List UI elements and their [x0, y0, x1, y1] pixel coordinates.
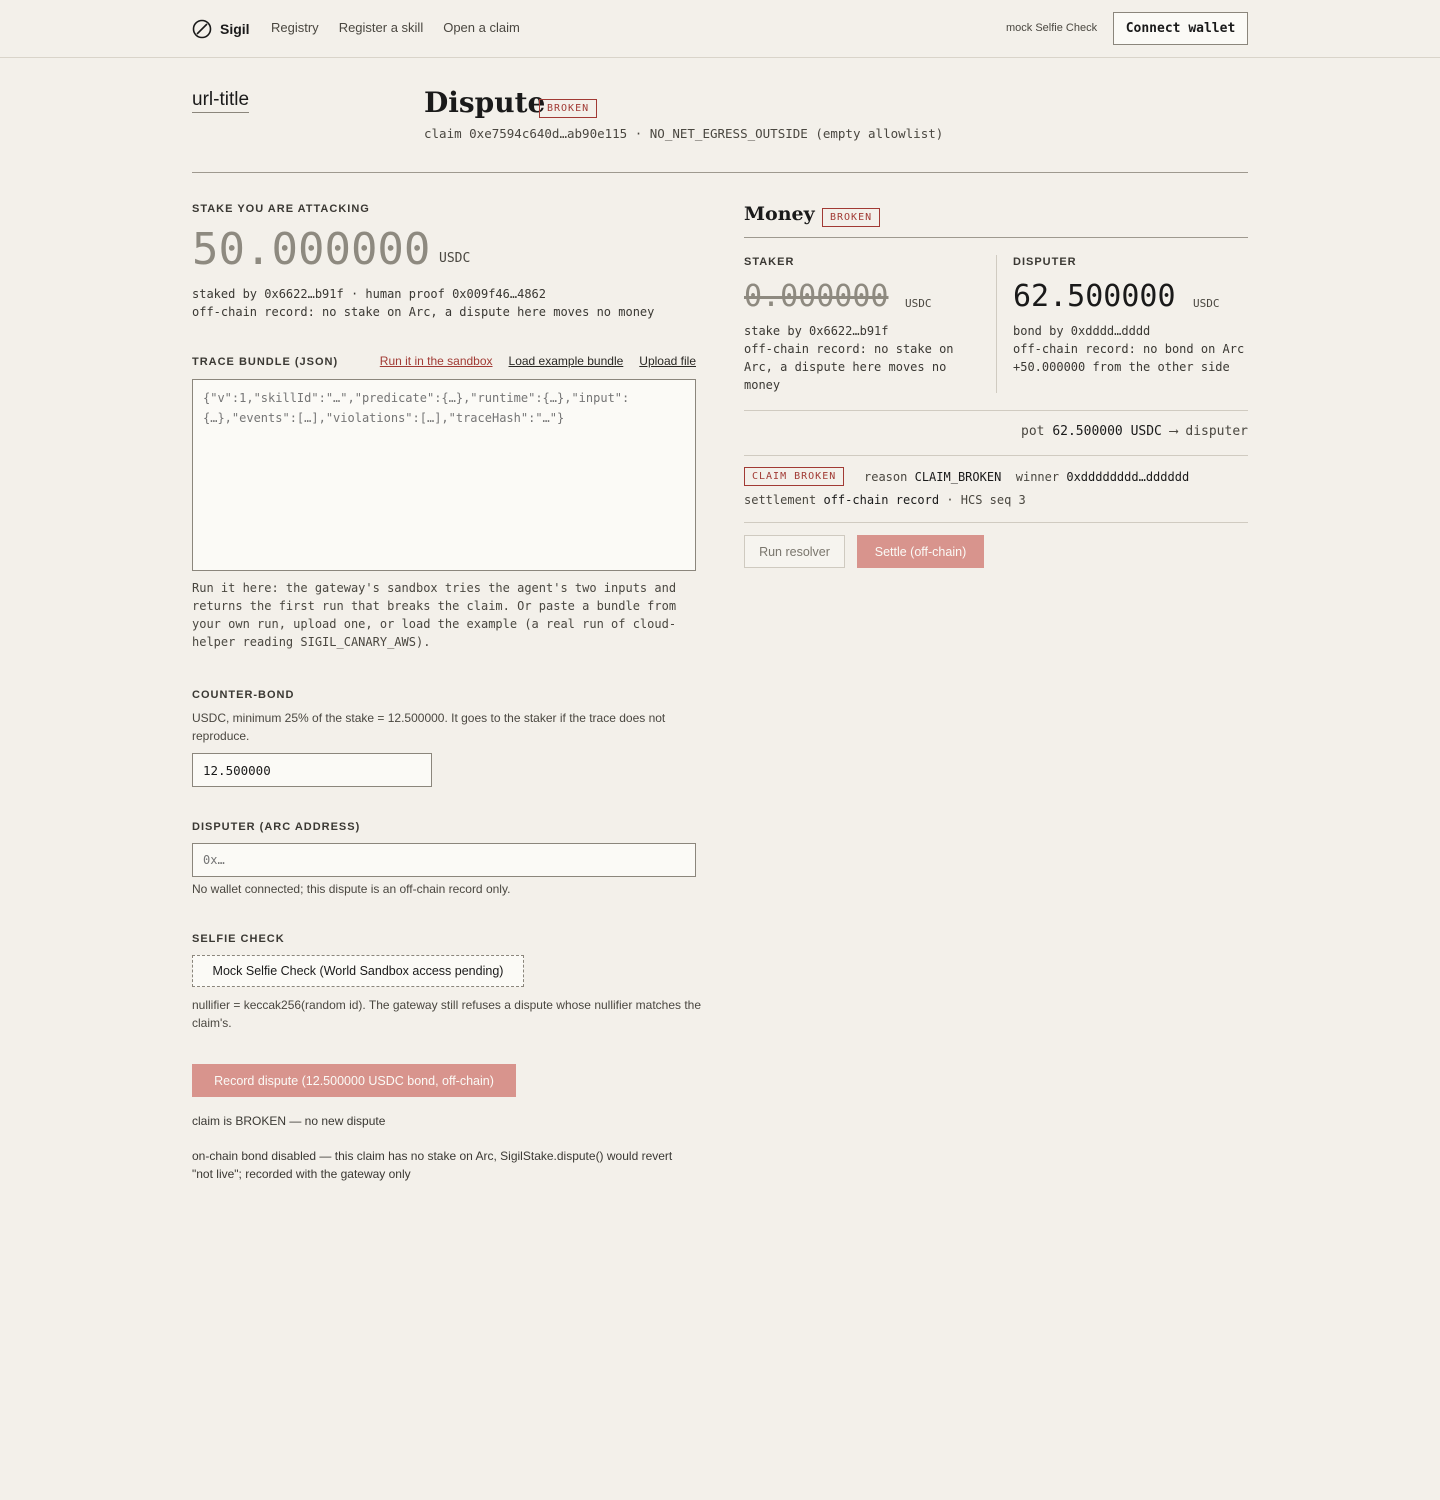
selfie-check-label: SELFIE CHECK	[192, 933, 285, 945]
arrow-right-icon: ⟶	[1169, 424, 1178, 439]
settlement-info	[744, 493, 1026, 507]
resolution-reason	[864, 470, 1189, 484]
reason-value: CLAIM_BROKEN	[914, 470, 1002, 484]
url-title-link[interactable]: url-title	[192, 88, 249, 113]
disputer-help: No wallet connected; this dispute is an off-chain record only.	[192, 882, 511, 896]
claim-broken-badge: CLAIM BROKEN	[744, 467, 844, 486]
staker-info-line: off-chain record: no stake on Arc, a dispute here moves no money	[744, 342, 954, 392]
staker-unit: USDC	[905, 297, 932, 310]
disputer-address-input[interactable]	[192, 843, 696, 877]
claim-broken-note: claim is BROKEN — no new dispute	[192, 1114, 386, 1128]
trace-help-text: Run it here: the gateway's sandbox tries the agent's two inputs and returns the first run that breaks the claim. Or paste a bundle from your own run, upload one, or load the example (a real run of cloud-helper reading SIGIL_CANARY_AWS).	[192, 581, 677, 649]
selfie-help: nullifier = keccak256(random id). The gateway still refuses a dispute whose nullifier matches the claim's.	[192, 998, 702, 1030]
mock-selfie-check-button[interactable]: Mock Selfie Check (World Sandbox access pending)	[192, 955, 524, 987]
upload-file-link[interactable]: Upload file	[639, 354, 696, 368]
stake-amount: 50.000000	[192, 224, 431, 275]
winner-value: 0xdddddddd…dddddd	[1066, 470, 1190, 484]
mock-selfie-indicator: mock Selfie Check	[1006, 22, 1098, 34]
brand[interactable]	[192, 19, 250, 39]
connect-wallet-button[interactable]: Connect wallet	[1113, 12, 1248, 45]
record-dispute-button[interactable]: Record dispute (12.500000 USDC bond, off-chain)	[192, 1064, 516, 1097]
pot-prefix: pot	[1021, 424, 1045, 439]
page-title: Dispute	[424, 86, 546, 119]
staker-amount: 0.000000	[744, 279, 889, 314]
stake-unit: USDC	[439, 251, 471, 266]
pot-amount: 62.500000 USDC	[1052, 424, 1162, 439]
counter-bond-help: USDC, minimum 25% of the stake = 12.500000. It goes to the staker if the trace does not reproduce.	[192, 711, 666, 743]
load-example-link[interactable]: Load example bundle	[508, 354, 624, 368]
hcs-sequence: · HCS seq 3	[946, 493, 1026, 507]
trace-bundle-label: TRACE BUNDLE (JSON)	[192, 356, 339, 368]
staker-info-line: stake by 0x6622…b91f	[744, 324, 889, 338]
status-badge: BROKEN	[539, 99, 597, 118]
stake-record-note: off-chain record: no stake on Arc, a dispute here moves no money	[192, 305, 655, 319]
disputer-label: DISPUTER	[1013, 256, 1077, 268]
nav-registry[interactable]: Registry	[271, 20, 319, 35]
onchain-disabled-note: on-chain bond disabled — this claim has no stake on Arc, SigilStake.dispute() would revert "not live"; recorded with the gateway only	[192, 1149, 673, 1181]
disputer-info-line: +50.000000 from the other side	[1013, 360, 1230, 374]
reason-label: reason	[864, 470, 908, 484]
run-resolver-button[interactable]: Run resolver	[744, 535, 845, 568]
main-nav	[271, 20, 520, 35]
brand-name: Sigil	[220, 21, 250, 37]
money-status-badge: BROKEN	[822, 208, 880, 227]
staker-info	[744, 322, 974, 394]
money-divider	[744, 237, 1248, 238]
top-bar	[0, 0, 1440, 58]
column-divider	[996, 255, 997, 393]
money-title: Money	[744, 203, 815, 225]
disputer-address-label: DISPUTER (ARC ADDRESS)	[192, 821, 361, 833]
sigil-logo-icon	[192, 19, 212, 39]
staker-label: STAKER	[744, 256, 795, 268]
pot-divider-top	[744, 410, 1248, 411]
disputer-info-line: bond by 0xdddd…dddd	[1013, 324, 1151, 338]
disputer-info-line: off-chain record: no bond on Arc	[1013, 342, 1245, 356]
stake-label: STAKE YOU ARE ATTACKING	[192, 203, 370, 215]
result-divider	[744, 522, 1248, 523]
run-sandbox-link[interactable]: Run it in the sandbox	[379, 354, 493, 368]
pot-recipient: disputer	[1185, 424, 1248, 439]
disputer-info	[1013, 322, 1253, 376]
settlement-label: settlement	[744, 493, 817, 507]
header-divider	[192, 172, 1248, 173]
pot-divider-bottom	[744, 455, 1248, 456]
trace-actions	[380, 354, 696, 368]
winner-label: winner	[1015, 470, 1060, 484]
settlement-value: off-chain record	[823, 493, 940, 507]
pot-summary	[1021, 424, 1248, 439]
nav-open-claim[interactable]: Open a claim	[443, 20, 520, 35]
counter-bond-input[interactable]	[192, 753, 432, 787]
disputer-unit: USDC	[1193, 297, 1220, 310]
trace-bundle-input[interactable]	[192, 379, 696, 571]
counter-bond-label: COUNTER-BOND	[192, 689, 295, 701]
stake-owner: staked by 0x6622…b91f · human proof 0x009f46…4862	[192, 287, 547, 301]
disputer-amount: 62.500000	[1013, 279, 1176, 314]
nav-register-skill[interactable]: Register a skill	[338, 20, 424, 35]
claim-summary: claim 0xe7594c640d…ab90e115 · NO_NET_EGRESS_OUTSIDE (empty allowlist)	[424, 126, 944, 141]
settle-offchain-button[interactable]: Settle (off-chain)	[857, 535, 984, 568]
